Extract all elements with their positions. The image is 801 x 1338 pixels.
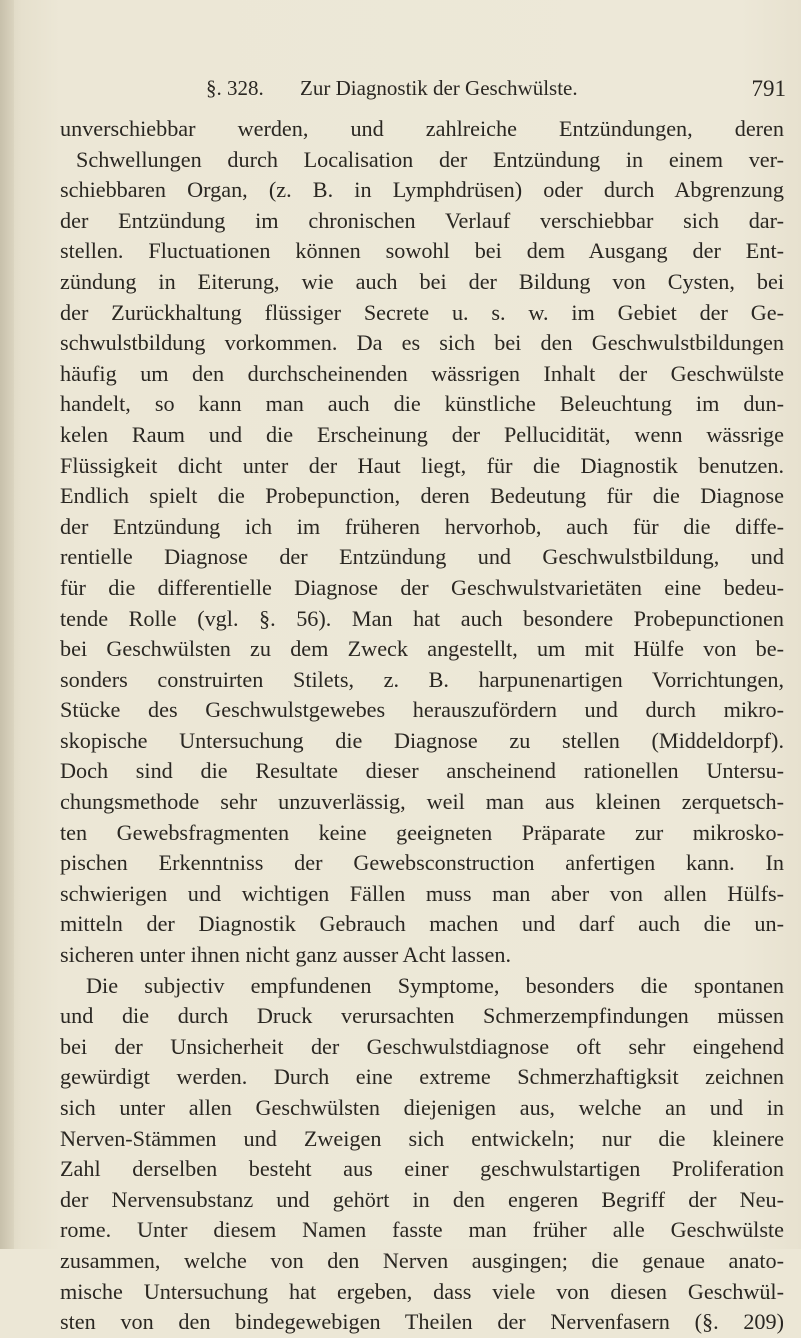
text-line: für die differentielle Diagnose der Geschwulstvarietäten eine bedeu- bbox=[60, 574, 784, 600]
text-line: handelt, so kann man auch die künstliche Beleuchtung im dun- bbox=[60, 391, 784, 417]
text-line: sich unter allen Geschwülsten diejenigen aus, welche an und in bbox=[60, 1095, 784, 1120]
text-line: der Entzündung im chronischen Verlauf verschiebbar sich dar- bbox=[60, 207, 784, 233]
text-line: Stücke des Geschwulstgewebes herauszufördern und durch mikro- bbox=[60, 697, 784, 723]
body-text bbox=[60, 114, 784, 1338]
text-line: stellen. Fluctuationen können sowohl bei dem Ausgang der Ent- bbox=[60, 238, 784, 264]
text-line: zündung in Eiterung, wie auch bei der Bildung von Cysten, bei bbox=[60, 268, 784, 294]
text-line: der Nervensubstanz und gehört in den engeren Begriff der Neu- bbox=[60, 1186, 784, 1212]
text-line: schwierigen und wichtigen Fällen muss man aber von allen Hülfs- bbox=[60, 880, 784, 906]
text-line: zusammen, welche von den Nerven ausgingen; die genaue anato- bbox=[60, 1247, 784, 1273]
text-line: gewürdigt werden. Durch eine extreme Schmerzhaftigksit zeichnen bbox=[60, 1064, 784, 1090]
text-line: Schwellungen durch Localisation der Entzündung in einem ver- bbox=[76, 146, 784, 172]
header-title: Zur Diagnostik der Geschwülste. bbox=[300, 76, 578, 100]
text-line: schiebbaren Organ, (z. B. in Lymphdrüsen) oder durch Abgrenzung bbox=[60, 177, 784, 203]
text-line: sten von den bindegewebigen Theilen der Nervenfasern (§. 209) bbox=[60, 1309, 784, 1335]
text-line: schwulstbildung vorkommen. Da es sich bei den Geschwulstbildungen bbox=[60, 330, 784, 356]
text-line-paragraph-start: Die subjectiv empfundenen Symptome, besonders die spontanen bbox=[86, 972, 784, 998]
text-line: bei Geschwülsten zu dem Zweck angestellt, um mit Hülfe von be- bbox=[60, 636, 784, 662]
text-line: Flüssigkeit dicht unter der Haut liegt, für die Diagnostik benutzen. bbox=[60, 452, 784, 478]
text-line: rome. Unter diesem Namen fasste man früher alle Geschwülste bbox=[60, 1217, 784, 1243]
text-line: ten Gewebsfragmenten keine geeigneten Präparate zur mikrosko- bbox=[60, 819, 784, 845]
text-line: rentielle Diagnose der Entzündung und Geschwulstbildung, und bbox=[60, 544, 784, 570]
text-line: chungsmethode sehr unzuverlässig, weil man aus kleinen zerquetsch- bbox=[60, 789, 784, 815]
text-line: mische Untersuchung hat ergeben, dass viele von diesen Geschwül- bbox=[60, 1278, 784, 1304]
text-line: Nerven-Stämmen und Zweigen sich entwickeln; nur die kleinere bbox=[60, 1125, 784, 1151]
text-line: bei der Unsicherheit der Geschwulstdiagnose oft sehr eingehend bbox=[60, 1033, 784, 1059]
text-line-paragraph-end: sicheren unter ihnen nicht ganz ausser Acht lassen. bbox=[60, 942, 511, 968]
text-line: skopische Untersuchung die Diagnose zu stellen (Middeldorpf). bbox=[60, 727, 784, 753]
text-line: Zahl derselben besteht aus einer geschwulstartigen Proliferation bbox=[60, 1156, 784, 1182]
text-line: häufig um den durchscheinenden wässrigen Inhalt der Geschwülste bbox=[60, 360, 784, 386]
text-line: der Entzündung ich im früheren hervorhob, auch für die diffe- bbox=[60, 513, 784, 539]
header-section-number: §. 328. bbox=[206, 76, 264, 100]
text-line: tende Rolle (vgl. §. 56). Man hat auch besondere Probepunctionen bbox=[60, 605, 784, 631]
text-line: unverschiebbar werden, und zahlreiche Entzündungen, deren bbox=[60, 116, 784, 141]
text-line: kelen Raum und die Erscheinung der Pellucidität, wenn wässrige bbox=[60, 421, 784, 447]
running-header bbox=[206, 76, 786, 104]
text-line: mitteln der Diagnostik Gebrauch machen und darf auch die un- bbox=[60, 911, 784, 937]
page-spine-shadow bbox=[0, 0, 14, 1249]
text-line: der Zurückhaltung flüssiger Secrete u. s. w. im Gebiet der Ge- bbox=[60, 299, 784, 325]
text-line: und die durch Druck verursachten Schmerzempfindungen müssen bbox=[60, 1003, 784, 1029]
text-line: pischen Erkenntniss der Gewebsconstruction anfertigen kann. In bbox=[60, 850, 784, 876]
text-line: Endlich spielt die Probepunction, deren Bedeutung für die Diagnose bbox=[60, 483, 784, 509]
text-line: Doch sind die Resultate dieser anscheinend rationellen Untersu- bbox=[60, 758, 784, 784]
text-line: sonders construirten Stilets, z. B. harpunenartigen Vorrichtungen, bbox=[60, 666, 784, 692]
page-number: 791 bbox=[751, 76, 786, 101]
